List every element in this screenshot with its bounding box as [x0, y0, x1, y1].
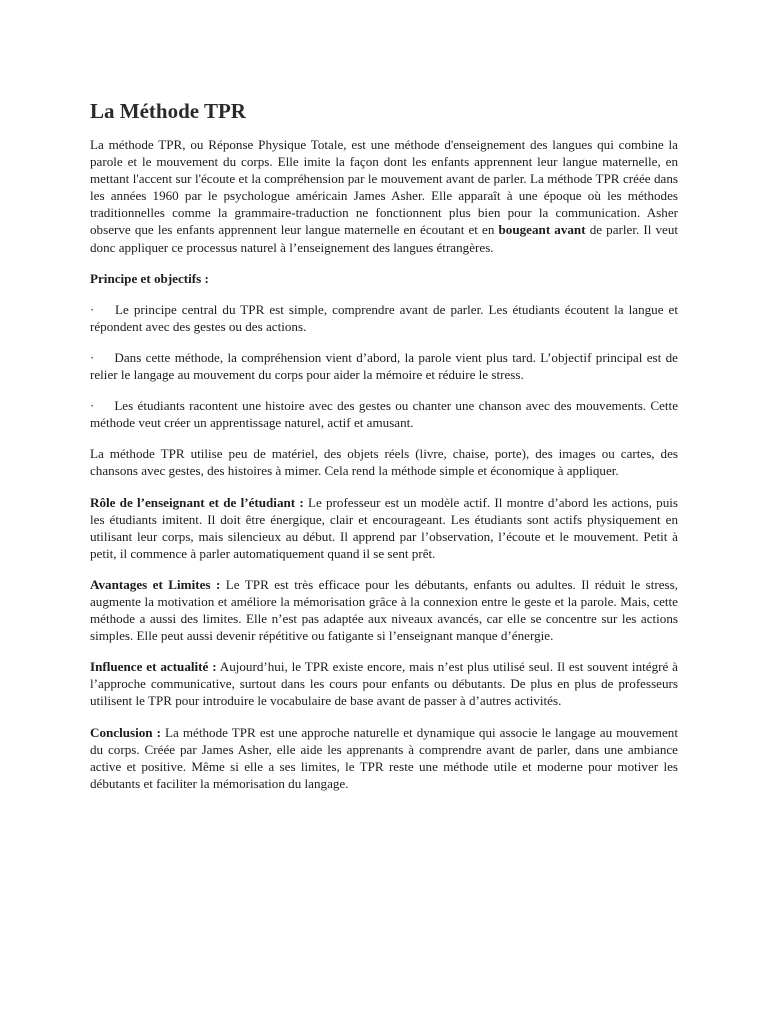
bullet-text: Dans cette méthode, la compréhension vient d’abord, la parole vient plus tard. L’objectif principal est de relier le langage au mouvement du corps pour aider la mémoire et réduire le stress. [90, 349, 678, 383]
materiel-paragraph: La méthode TPR utilise peu de matériel, des objets réels (livre, chaise, porte), des images ou cartes, des chansons avec gestes, des histoires à mimer. Cela rend la méthode simple et économique à appliquer. [90, 446, 678, 479]
bullet-dot-icon: · [90, 398, 95, 414]
influence-label: Influence et actualité : [90, 659, 217, 675]
conclusion-label: Conclusion : [90, 724, 161, 740]
influence-text: Aujourd’hui, le TPR existe encore, mais n’est plus utilisé seul. Il est souvent intégré à l’approche communicative, surtout dans les cours pour enfants ou débutants. De plus en plus de professeurs utilisent le TPR pour introduire le vocabulaire de base avant de passer à d’autres activités. [90, 659, 678, 709]
bullet-dot-icon: · [90, 301, 95, 317]
bullet-dot-icon: · [90, 349, 95, 365]
intro-text-2: de parler. Il veut donc appliquer ce processus naturel à l’enseignement des langues étrangères. [90, 222, 679, 255]
bullet-item [90, 301, 678, 335]
conclusion-paragraph [90, 724, 678, 792]
intro-text-1: La méthode TPR, ou Réponse Physique Totale, est une méthode d'enseignement des langues qui combine la parole et le mouvement du corps. Elle imite la façon dont les enfants apprennent leur langue maternelle, en mettant l'accent sur l'écoute et la compréhension par le mouvement avant de parler. La méthode TPR créée dans les années 1960 par le psychologue américain James Asher. Elle apparaît à une époque où les méthodes traditionnelles comme la grammaire-traduction ne fonctionnent plus bien pour la communication. Asher observe que les enfants apprennent leur langue maternelle en écoutant et en [90, 137, 678, 238]
influence-paragraph [90, 658, 678, 709]
avantages-paragraph [90, 576, 678, 644]
principe-heading: Principe et objectifs : [90, 270, 209, 286]
intro-bold-text: bougeant avant [498, 222, 586, 238]
avantages-label: Avantages et Limites : [90, 576, 221, 592]
intro-paragraph [90, 136, 678, 256]
document-page [90, 98, 678, 806]
role-label: Rôle de l’enseignant et de l’étudiant : [90, 494, 304, 510]
role-text: Le professeur est un modèle actif. Il montre d’abord les actions, puis les étudiants imitent. Il doit être énergique, clair et encourageant. Les étudiants sont actifs physiquement en utilisant leur corps, mais silencieux au début. Il apprend par l’observation, l’écoute et le mouvement. Petit à petit, il commence à parler automatiquement quand il se sent prêt. [90, 494, 678, 561]
conclusion-text: La méthode TPR est une approche naturelle et dynamique qui associe le langage au mouvement du corps. Créée par James Asher, elle aide les apprenants à comprendre avant de parler, dans une ambiance active et positive. Même si elle a ses limites, le TPR reste une méthode utile et moderne pour motiver les débutants et faciliter la mémorisation du langage. [90, 724, 678, 791]
bullet-item [90, 397, 678, 431]
role-paragraph [90, 494, 678, 562]
document-title: La Méthode TPR [90, 99, 246, 123]
bullet-text: Les étudiants racontent une histoire avec des gestes ou chanter une chanson avec des mouvements. Cette méthode veut créer un apprentissage naturel, actif et amusant. [90, 398, 679, 431]
avantages-text: Le TPR est très efficace pour les débutants, enfants ou adultes. Il réduit le stress, augmente la motivation et améliore la mémorisation grâce à la connexion entre le geste et la parole. Mais, cette méthode a aussi des limites. Elle n’est pas adaptée aux niveaux avancés, car elle se concentre sur les actions simples. Elle peut aussi devenir répétitive ou fatigante si l’enseignant manque d’énergie. [90, 576, 678, 644]
bullet-text: Le principe central du TPR est simple, comprendre avant de parler. Les étudiants écoutent la langue et répondent avec des gestes ou des actions. [90, 301, 678, 334]
bullet-item [90, 349, 678, 383]
